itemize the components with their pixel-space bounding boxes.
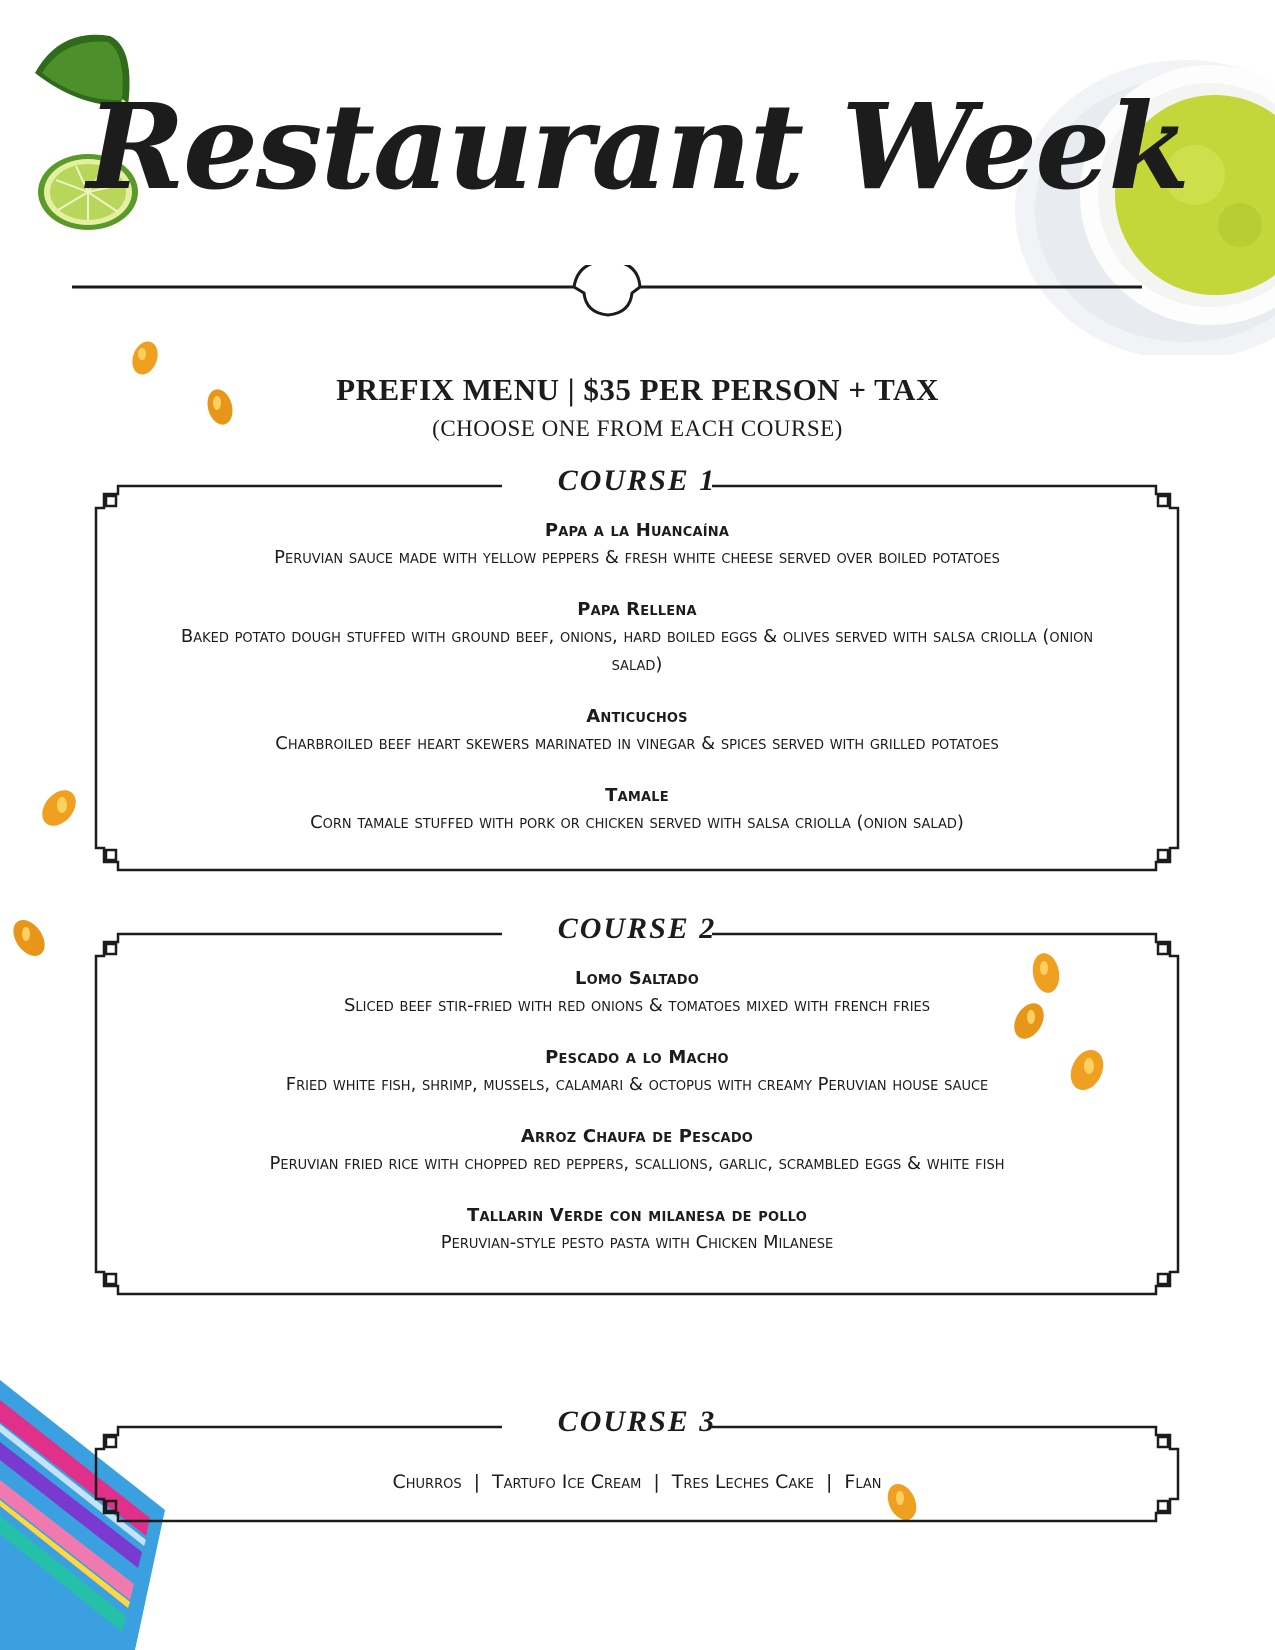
dessert-list: Churros | Tartufo Ice Cream | Tres Leches Cake | Flan	[392, 1471, 882, 1493]
title-divider	[0, 265, 1275, 335]
course-1-panel	[96, 464, 1178, 870]
menu-item	[116, 1045, 1158, 1099]
menu-item	[116, 966, 1158, 1020]
price-heading: PREFIX MENU | $35 PER PERSON + TAX	[336, 372, 939, 407]
course-2-title: COURSE 2	[557, 912, 717, 945]
menu-item	[116, 1124, 1158, 1178]
dessert-item: Churros	[392, 1471, 462, 1493]
item-name: Pescado a lo Macho	[545, 1047, 729, 1068]
item-name: Arroz Chaufa de Pescado	[520, 1126, 754, 1147]
menu-item	[116, 1203, 1158, 1257]
item-description: Peruvian fried rice with chopped red peppers, scallions, garlic, scrambled eggs & white fish	[269, 1153, 1005, 1174]
item-name: Papa a la Huancaína	[544, 520, 730, 541]
course-2-panel	[96, 912, 1178, 1294]
menu-item	[116, 783, 1158, 837]
item-name: Lomo Saltado	[574, 968, 700, 989]
course-3-title: COURSE 3	[557, 1405, 717, 1438]
item-description: Corn tamale stuffed with pork or chicken served with salsa criolla (onion salad)	[310, 812, 964, 833]
dessert-item: Tres Leches Cake	[671, 1471, 814, 1493]
item-description: Fried white fish, shrimp, mussels, calamari & octopus with creamy Peruvian house sauce	[285, 1074, 989, 1095]
item-description: Sliced beef stir-fried with red onions & tomatoes mixed with french fries	[344, 995, 930, 1016]
item-description: Peruvian-style pesto pasta with Chicken Milanese	[440, 1232, 834, 1253]
dessert-item: Flan	[844, 1471, 882, 1493]
course-1-title: COURSE 1	[557, 464, 717, 497]
menu-item	[116, 704, 1158, 758]
item-name: Papa Rellena	[577, 599, 697, 620]
dessert-item: Tartufo Ice Cream	[492, 1471, 642, 1493]
item-description: Baked potato dough stuffed with ground beef, onions, hard boiled eggs & olives served with salsa criolla (onion salad)	[180, 626, 1094, 675]
item-name: Tamale	[605, 785, 669, 806]
corn-kernel-image	[36, 785, 82, 831]
course-3-panel	[96, 1405, 1178, 1521]
item-description: Charbroiled beef heart skewers marinated in vinegar & spices served with grilled potatoes	[275, 733, 999, 754]
item-name: Anticuchos	[586, 706, 688, 727]
choose-instruction: (CHOOSE ONE FROM EACH COURSE)	[432, 416, 843, 441]
menu-title: Restaurant Week	[86, 77, 1189, 216]
menu-item	[116, 597, 1158, 679]
corn-kernel-image	[6, 915, 52, 961]
menu-item	[116, 518, 1158, 572]
item-name: Tallarin Verde con milanesa de pollo	[467, 1205, 807, 1226]
item-description: Peruvian sauce made with yellow peppers & fresh white cheese served over boiled potatoes	[274, 547, 1000, 568]
